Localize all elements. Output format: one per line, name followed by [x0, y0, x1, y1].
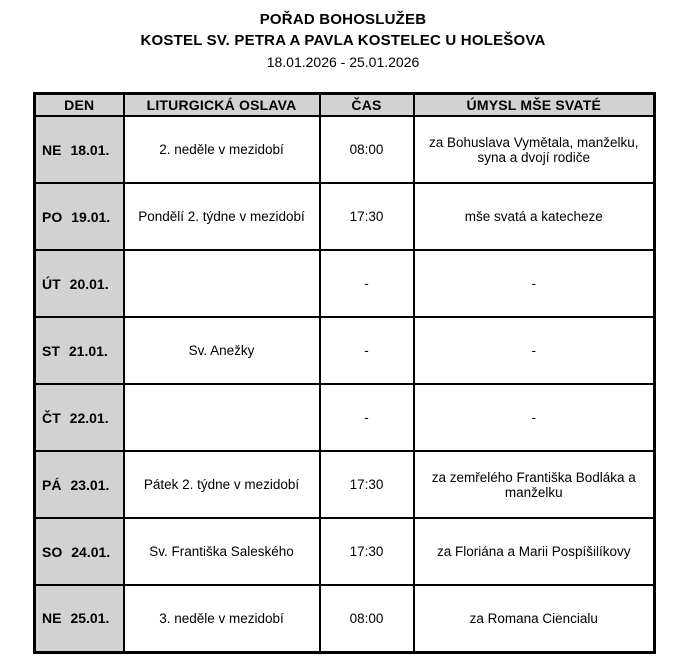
page-title: POŘAD BOHOSLUŽEB: [259, 11, 427, 28]
column-header-time: ČAS: [320, 93, 414, 116]
intention-cell: za Floriána a Marii Pospíšilíkovy: [414, 518, 655, 585]
day-cell: [35, 384, 124, 451]
table-row: [35, 116, 655, 183]
celebration-cell: Sv. Františka Saleského: [124, 518, 320, 585]
celebration-cell: [124, 384, 320, 451]
time-cell: 17:30: [320, 451, 414, 518]
day-abbr: PO: [42, 208, 63, 225]
day-date: 20.01.: [69, 275, 109, 292]
column-header-celebration: LITURGICKÁ OSLAVA: [124, 93, 320, 116]
day-cell: [35, 317, 124, 384]
day-abbr: PÁ: [42, 476, 62, 493]
day-date: 23.01.: [70, 476, 110, 493]
time-cell: 08:00: [320, 116, 414, 183]
intention-cell: -: [414, 317, 655, 384]
time-cell: 08:00: [320, 585, 414, 652]
day-cell: [35, 518, 124, 585]
table-row: [35, 384, 655, 451]
intention-cell: -: [414, 250, 655, 317]
celebration-cell: Sv. Anežky: [124, 317, 320, 384]
intention-cell: za Romana Ciencialu: [414, 585, 655, 652]
day-abbr: NE: [42, 610, 62, 627]
service-schedule-table: [33, 92, 656, 654]
day-date: 25.01.: [70, 610, 110, 627]
table-row: [35, 451, 655, 518]
intention-cell: -: [414, 384, 655, 451]
day-cell: [35, 116, 124, 183]
date-range: 18.01.2026 - 25.01.2026: [266, 54, 420, 71]
church-subtitle: KOSTEL SV. PETRA A PAVLA KOSTELEC U HOLEŠOVA: [140, 31, 546, 49]
day-cell: [35, 585, 124, 652]
table-row: [35, 518, 655, 585]
table-row: [35, 585, 655, 652]
column-header-intention: ÚMYSL MŠE SVATÉ: [414, 93, 655, 116]
day-abbr: ST: [42, 342, 60, 359]
day-date: 19.01.: [71, 208, 111, 225]
table-row: [35, 250, 655, 317]
table-header-row: [35, 93, 655, 116]
time-cell: -: [320, 317, 414, 384]
time-cell: 17:30: [320, 518, 414, 585]
time-cell: 17:30: [320, 183, 414, 250]
celebration-cell: [124, 250, 320, 317]
celebration-cell: 2. neděle v mezidobí: [124, 116, 320, 183]
celebration-cell: 3. neděle v mezidobí: [124, 585, 320, 652]
day-abbr: NE: [42, 141, 62, 158]
day-abbr: SO: [42, 543, 63, 560]
day-abbr: ČT: [42, 409, 61, 426]
day-date: 21.01.: [68, 342, 108, 359]
celebration-cell: Pondělí 2. týdne v mezidobí: [124, 183, 320, 250]
celebration-cell: Pátek 2. týdne v mezidobí: [124, 451, 320, 518]
day-date: 24.01.: [71, 543, 111, 560]
day-cell: [35, 451, 124, 518]
day-cell: [35, 183, 124, 250]
day-cell: [35, 250, 124, 317]
title-block: [0, 10, 686, 73]
day-date: 18.01.: [70, 141, 110, 158]
day-date: 22.01.: [69, 409, 109, 426]
intention-cell: mše svatá a katecheze: [414, 183, 655, 250]
intention-cell: za Bohuslava Vymětala, manželku, syna a dvojí rodiče: [414, 116, 655, 183]
table-row: [35, 183, 655, 250]
day-abbr: ÚT: [42, 275, 61, 292]
time-cell: -: [320, 384, 414, 451]
column-header-day: DEN: [35, 93, 124, 116]
time-cell: -: [320, 250, 414, 317]
intention-cell: za zemřelého Františka Bodláka a manželku: [414, 451, 655, 518]
table-row: [35, 317, 655, 384]
